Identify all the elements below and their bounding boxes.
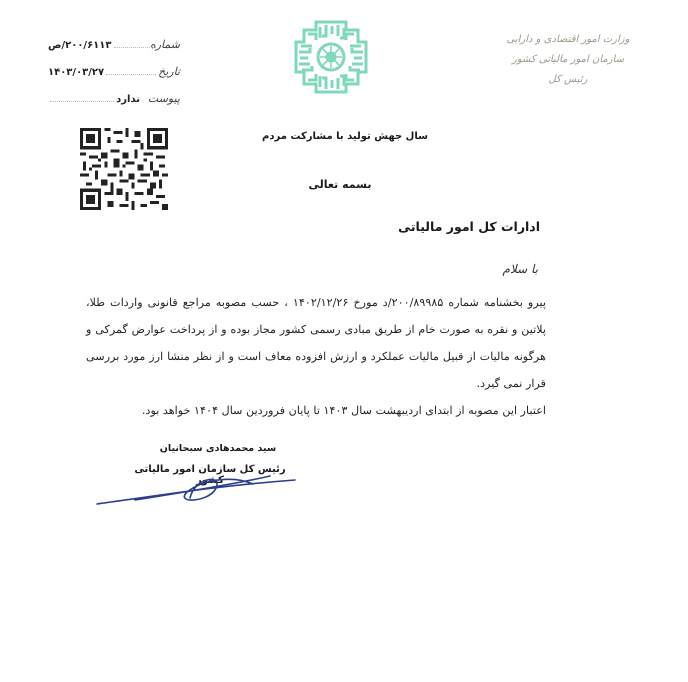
signature-icon <box>95 468 305 508</box>
letter-date-row <box>48 65 180 78</box>
bismillah-heading: بسمه تعالی <box>308 178 372 191</box>
dotted-line <box>50 101 114 102</box>
letter-date-value: ۱۴۰۳/۰۳/۲۷ <box>48 67 105 78</box>
letterhead-head: رئیس کل <box>548 74 588 85</box>
tax-organization-logo-icon <box>294 20 368 94</box>
letter-number-row <box>48 38 180 51</box>
body-paragraph-2: اعتبار این مصوبه از ابتدای اردیبهشت سال ۱۴۰۳ تا پایان فروردین سال ۱۴۰۴ خواهد بود. <box>141 404 546 417</box>
dotted-line <box>106 74 156 75</box>
letterhead-organization: سازمان امور مالیاتی کشور <box>512 54 624 65</box>
letter-attachment-row <box>48 92 180 105</box>
letter-number-label: شماره <box>149 38 180 51</box>
letter-attachment-label: پیوست <box>147 92 180 105</box>
dotted-line <box>114 47 157 48</box>
salutation: با سلام <box>502 262 538 276</box>
letterhead <box>488 30 648 90</box>
body-paragraph-1: پیرو بخشنامه شماره ۲۰۰/۸۹۹۸۵/د مورخ ۱۴۰۲/۱۲/۲۶ ، حسب مصوبه مراجع قانونی واردات طلا، پلاتین و نقره به صورت خام از طریق مبادی رسمی کشور مجاز بوده و از پرداخت عوارض گمرکی و هرگونه مالیات از قبیل مالیات عملکرد و ارزش افزوده معاف است و از نظر منشا ارز مورد بررسی قرار نمی گیرد. <box>86 296 546 390</box>
letter-number-value: ۲۰۰/۶۱۱۳/ص <box>48 40 112 51</box>
recipient-heading: ادارات کل امور مالیاتی <box>398 219 540 234</box>
letter-body <box>86 289 546 424</box>
qr-code-icon <box>80 128 168 210</box>
signatory-name: سید محمدهادی سبحانیان <box>159 443 277 454</box>
signatory-title: رئیس کل سازمان امور مالیاتی کشور <box>134 464 286 486</box>
letter-date-label: تاریخ <box>158 65 180 78</box>
year-slogan: سال جهش تولید با مشارکت مردم <box>262 131 428 142</box>
letterhead-ministry: وزارت امور اقتصادی و دارایی <box>506 34 630 45</box>
letter-attachment-value: ندارد <box>116 94 140 105</box>
